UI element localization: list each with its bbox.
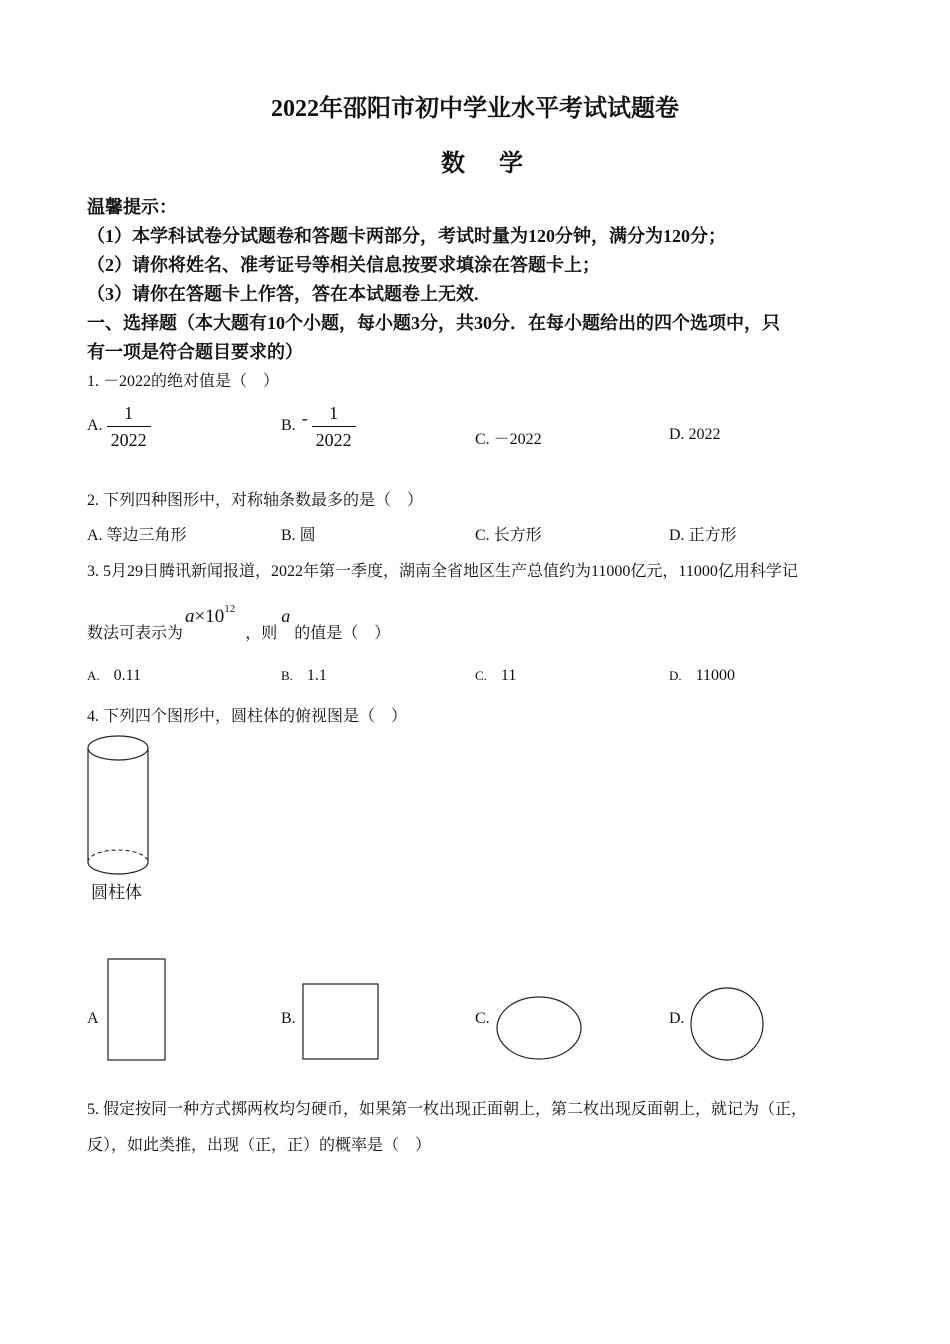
question-1-option-a[interactable] [87, 400, 151, 452]
question-4-option-d-label[interactable]: D. [669, 1010, 685, 1027]
page-title: 2022年邵阳市初中学业水平考试试题卷 [271, 96, 679, 122]
question-3-option-d[interactable] [669, 667, 735, 685]
question-3-option-a[interactable] [87, 667, 141, 685]
notice-item-2: （2）请你将姓名、准考证号等相关信息按要求填涂在答题卡上； [87, 255, 600, 275]
fraction [312, 402, 356, 451]
notice-item-3: （3）请你在答题卡上作答，答在本试题卷上无效. [87, 284, 479, 304]
option-value: 11000 [695, 667, 736, 684]
option-label: C. [475, 668, 487, 683]
cylinder-figure [86, 734, 152, 880]
question-1-option-c[interactable]: C. －2022 [475, 431, 542, 448]
question-1-option-b[interactable] [281, 400, 356, 452]
question-4-option-a-label[interactable]: A [87, 1010, 99, 1027]
fraction-denominator: 2022 [315, 429, 352, 450]
question-4-option-c-label[interactable]: C. [475, 1010, 490, 1027]
question-4-option-d-figure[interactable] [689, 986, 767, 1064]
option-value: 11 [500, 667, 517, 684]
question-2-option-a[interactable]: A. 等边三角形 [87, 527, 187, 544]
subject-title: 数 学 [441, 151, 537, 177]
section-heading-line1: 一、选择题（本大题有10个小题，每小题3分，共30分．在每小题给出的四个选项中，只 [87, 313, 780, 333]
circle-shape [689, 986, 767, 1064]
notice-heading: 温馨提示： [87, 197, 177, 217]
question-1-stem: 1. －2022的绝对值是（ ） [87, 373, 280, 390]
question-4-stem: 4. 下列四个图形中，圆柱体的俯视图是（ ） [87, 708, 408, 725]
option-value: 0.11 [113, 667, 142, 684]
fraction-numerator: 1 [312, 402, 356, 427]
option-label: D. [669, 668, 682, 683]
cylinder-caption: 圆柱体 [91, 883, 142, 903]
question-4-option-b-label[interactable]: B. [281, 1010, 296, 1027]
minus-sign: - [301, 407, 308, 428]
question-3-option-b[interactable] [281, 667, 327, 685]
stem-text: 的值是（ ） [294, 625, 391, 642]
stem-text: ，则 [245, 625, 278, 642]
option-value: 1.1 [306, 667, 327, 684]
notice-item-1: （1）本学科试卷分试题卷和答题卡两部分，考试时量为120分钟，满分为120分； [87, 226, 726, 246]
question-4-option-a-figure[interactable] [107, 958, 167, 1062]
question-3-stem-line2 [87, 602, 391, 642]
cylinder-drawing [86, 734, 152, 880]
tall-rectangle-shape [107, 958, 167, 1062]
question-4-option-b-figure[interactable] [302, 983, 380, 1061]
stem-text: 数法可表示为 [87, 625, 184, 642]
fraction-numerator: 1 [107, 402, 151, 427]
option-label: A. [87, 668, 100, 683]
question-5-stem-line2: 反），如此类推，出现（正，正）的概率是（ ） [87, 1137, 432, 1154]
question-5-stem-line1: 5. 假定按同一种方式掷两枚均匀硬币，如果第一枚出现正面朝上，第二枚出现反面朝上，就记为（正， [87, 1101, 808, 1118]
option-label: B. [281, 417, 296, 434]
math-variable: a [185, 606, 195, 627]
ellipse-shape [495, 995, 585, 1061]
question-2-stem: 2. 下列四种图形中，对称轴条数最多的是（ ） [87, 492, 424, 509]
option-label: A. [87, 417, 103, 434]
question-3-stem-line1: 3. 5月29日腾讯新闻报道，2022年第一季度，湖南全省地区生产总值约为11000亿元，11000亿用科学记 [87, 563, 798, 580]
math-variable: a [281, 606, 291, 626]
square-shape [302, 983, 380, 1061]
option-label: B. [281, 668, 293, 683]
fraction-denominator: 2022 [110, 429, 147, 450]
question-2-option-c[interactable]: C. 长方形 [475, 527, 542, 544]
section-heading-line2: 有一项是符合题目要求的） [87, 342, 303, 362]
fraction [107, 402, 151, 451]
question-2-option-d[interactable]: D. 正方形 [669, 527, 737, 544]
question-2-option-b[interactable]: B. 圆 [281, 527, 316, 544]
question-1-option-d[interactable]: D. 2022 [669, 426, 721, 443]
math-times-ten: ×10 [194, 606, 225, 627]
question-3-option-c[interactable] [475, 667, 516, 685]
math-exponent: 12 [224, 602, 236, 615]
question-4-option-c-figure[interactable] [495, 995, 585, 1061]
